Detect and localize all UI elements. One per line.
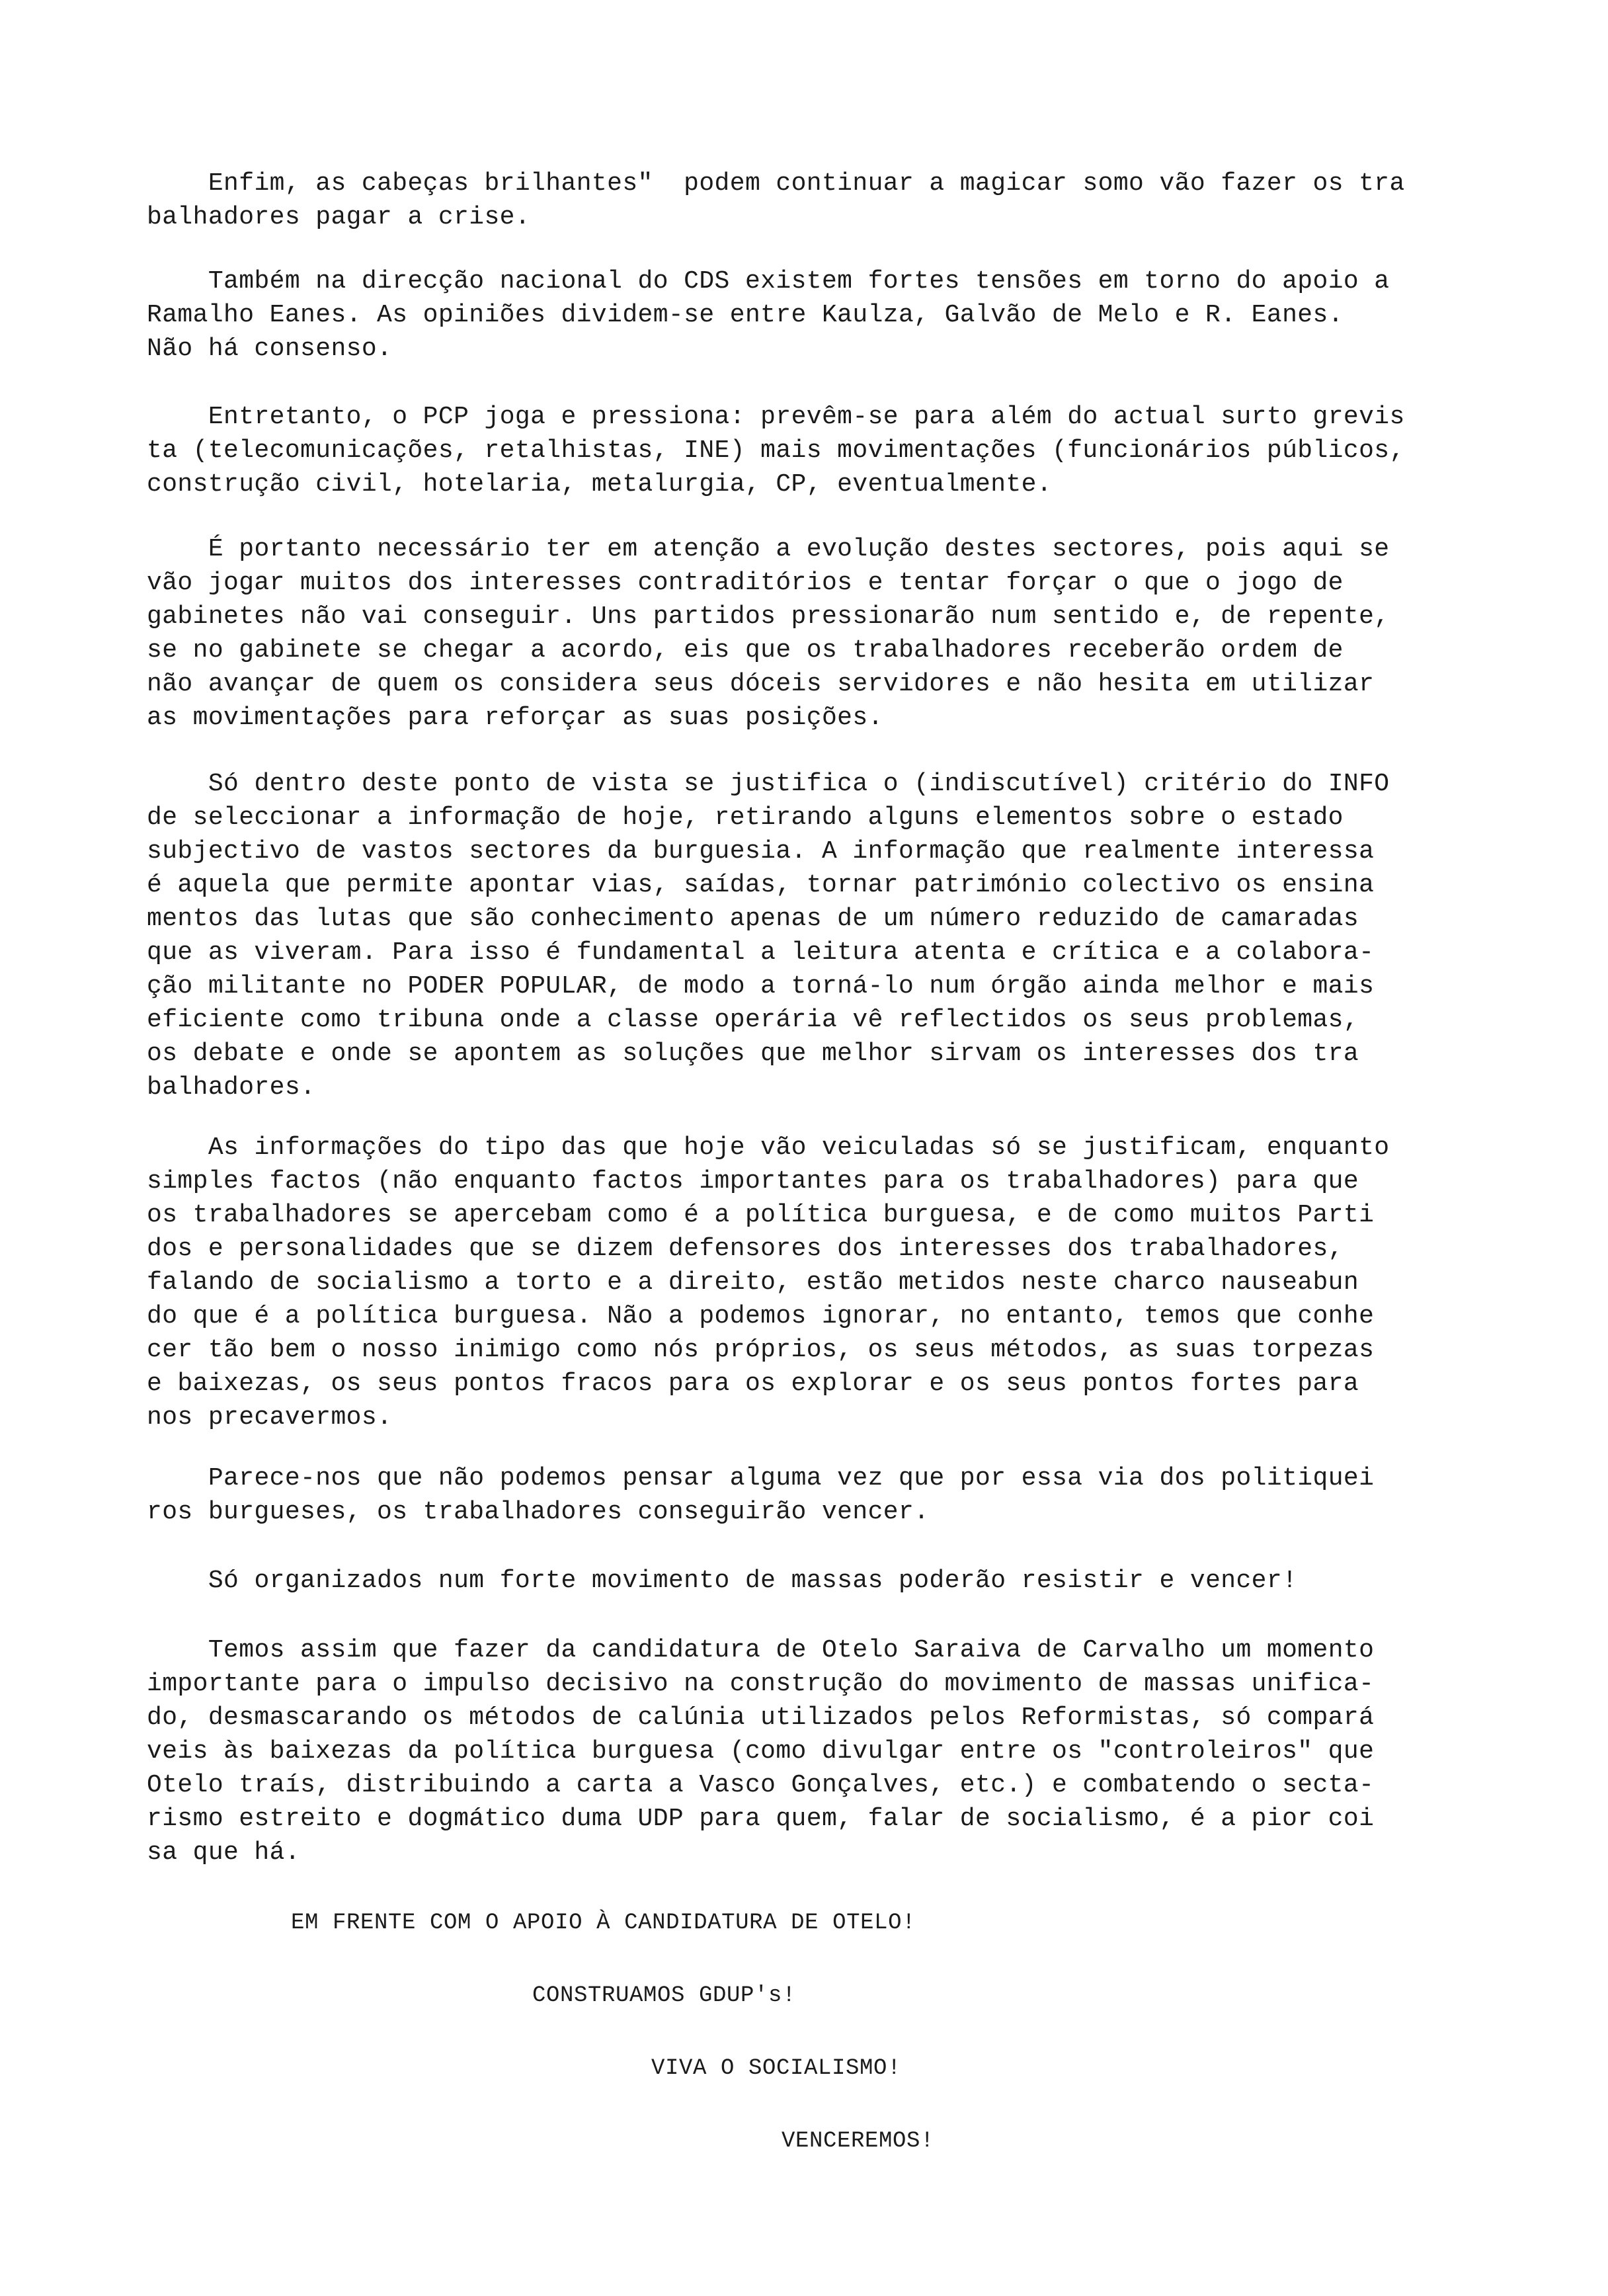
paragraph-6: As informações do tipo das que hoje vão veiculadas só se justificam, enquanto simples factos (não enquanto factos importantes para os trabalhadores) para que os trabalhadores se apercebam como é a política burguesa, e de como muitos Parti dos e personalidades que se dizem defensores dos interesses dos trabalhadores, falando de socialismo a torto e a direito, estão metidos neste charco nauseabun do que é a política burguesa. Não a podemos ignorar, no entanto, temos que conhe cer tão bem o nosso inimigo como nós próprios, os seus métodos, as suas torpezas e baixezas, os seus pontos fracos para os explorar e os seus pontos fortes para nos precavermos.: [147, 1133, 1390, 1432]
paragraph-2: Também na direcção nacional do CDS existem fortes tensões em torno do apoio a Ramalho Eanes. As opiniões dividem-se entre Kaulza, Galvão de Melo e R. Eanes. Não há consenso.: [147, 267, 1390, 363]
paragraph-7: Parece-nos que não podemos pensar alguma vez que por essa via dos politiquei ros burgueses, os trabalhadores conseguirão vencer.: [147, 1464, 1375, 1526]
paragraph-5: Só dentro deste ponto de vista se justifica o (indiscutível) critério do INFO de seleccionar a informação de hoje, retirando alguns elementos sobre o estado subjectivo de vastos sectores da burguesia. A informação que realmente interessa é aquela que permite apontar vias, saídas, tornar património colectivo os ensina mentos das lutas que são conhecimento apenas de um número reduzido de camaradas que as viveram. Para isso é fundamental a leitura atenta e crítica e a colabora- ção militante no PODER POPULAR, de modo a torná-lo num órgão ainda melhor e mais eficiente como tribuna onde a classe operária vê reflectidos os seus problemas, os debate e onde se apontem as soluções que melhor sirvam os interesses dos tra balhadores.: [147, 770, 1390, 1102]
paragraph-9: Temos assim que fazer da candidatura de Otelo Saraiva de Carvalho um momento importante para o impulso decisivo na construção do movimento de massas unifica- do, desmascarando os métodos de calúnia utilizados pelos Reformistas, só compará veis às baixezas da política burguesa (como divulgar entre os "controleiros" que Otelo traís, distribuindo a carta a Vasco Gonçalves, etc.) e combatendo o secta- rismo estreito e dogmático duma UDP para quem, falar de socialismo, é a pior coi sa que há.: [147, 1636, 1375, 1867]
slogan-venceremos: VENCEREMOS!: [782, 2129, 935, 2154]
slogan-gdup: CONSTRUAMOS GDUP's!: [532, 1983, 797, 2008]
slogan-socialismo: VIVA O SOCIALISMO!: [651, 2056, 902, 2081]
paragraph-1: Enfim, as cabeças brilhantes" podem continuar a magicar somo vão fazer os tra balhadores pagar a crise.: [147, 169, 1405, 231]
paragraph-3: Entretanto, o PCP joga e pressiona: prevêm-se para além do actual surto grevis ta (telecomunicações, retalhistas, INE) mais movimentações (funcionários públicos, construção civil, hotelaria, metalurgia, CP, eventualmente.: [147, 403, 1405, 499]
slogan-apoio-otelo: EM FRENTE COM O APOIO À CANDIDATURA DE OTELO!: [291, 1910, 916, 1936]
paragraph-8: Só organizados num forte movimento de massas poderão resistir e vencer!: [147, 1567, 1298, 1595]
paragraph-4: É portanto necessário ter em atenção a evolução destes sectores, pois aqui se vão jogar muitos dos interesses contraditórios e tentar forçar o que o jogo de gabinetes não vai conseguir. Uns partidos pressionarão num sentido e, de repente, se no gabinete se chegar a acordo, eis que os trabalhadores receberão ordem de não avançar de quem os considera seus dóceis servidores e não hesita em utilizar as movimentações para reforçar as suas posições.: [147, 535, 1390, 732]
